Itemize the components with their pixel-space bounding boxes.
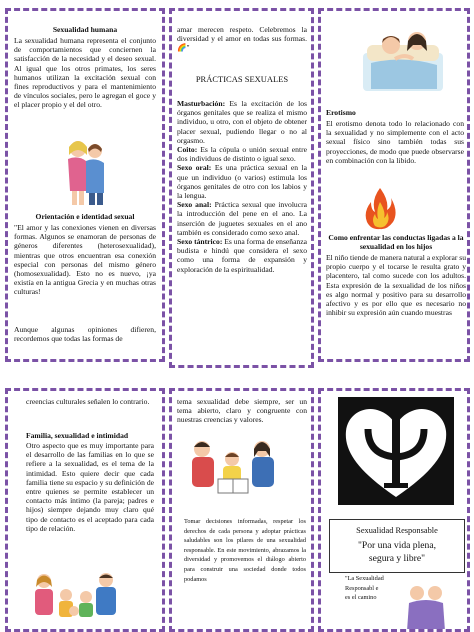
orientacion-closing-text: Aunque algunas opiniones difieren, recordemos que todas las formas de [14,325,156,344]
conductas-hijos-text: El niño tiende de manera natural a explorar su propio cuerpo y el tocarse le resulta grato y placentero, tal como sucede con los adultos. Esta expresión de la sexualidad de los niños es algo normal y positivo para su desarrollo afectivo y es por ello que es necesario no inhibir su expresión aún cuando muestras [326,253,467,318]
practica-sexo-anal: Sexo anal: Práctica sexual que involucra la introducción del pene en el ano. La inserción de juguetes sexuales en el ano también es considerado como sexo anal. [177,200,307,237]
panel-sexualidad-abierta [169,388,314,632]
section-title-sexualidad-humana: Sexualidad humana [52,25,118,34]
panel-familia-intimidad [5,388,165,632]
reading-family-illustration [182,435,284,501]
quote-text: "La Sexualidad Responsabl e es el camino [345,575,384,602]
orientacion-text: "El amor y las conexiones vienen en diversas formas. Algunos se enamoran de personas de géneros diferentes (heterosexualidad), mientras que otros encuentran esa conexión especial con personas del mismo género (homosexualidad). Esto no es nuevo, ¡ya existía en la antigua Grecia y en muchas otras culturas! [14,223,156,297]
practica-masturbacion: Masturbación: Es la excitación de los órganos genitales que se realiza el mismo individuo, u otro, con el objeto de obtener placer sexual, pudiendo llegar o no al orgasmo. [177,99,307,145]
slogan-line-1: "Por una vida plena, [358,540,436,551]
section-title-familia: Familia, sexualidad e intimidad [26,431,129,440]
couple-illustration [60,135,112,207]
section-title-orientacion: Orientación e identidad sexual [35,212,135,221]
panel-erotismo [318,8,470,362]
embrace-illustration [395,581,457,631]
sexualidad-humana-text: La sexualidad humana representa el conjunto de comportamientos que conciernen la satisfacción de la necesidad y el deseo sexual. Al igual que los otros primates, los seres humanos utilizan la excitación sexual con fines reproductivos y para el mantenimiento de vínculos sociales, pero le agregan el goce y el placer propio y el del otro. [14,36,156,110]
tema-abierto-text: tema sexualidad debe siempre, ser un tema abierto, claro y congruente con nuestras creencias y valores. [177,397,307,425]
practica-coito: Coito: Es la cópula o unión sexual entre dos individuos de distinto o igual sexo. [177,145,307,164]
familia-text: Otro aspecto que es muy importante para el desarrollo de las familias en lo que se refiere a la sexualidad, es el tema de la intimidad. Esto quiere decir que cada familia tiene su espacio y su definición de entre quienes se permite establecer un contacto más íntimo (la pareja; padres e hijos) siempre dejando muy claro qué tipo de contacto es el aceptado para cada tipo de relación. [26,441,154,533]
family-illustration [26,571,126,621]
slogan-line-2: segura y libre" [368,553,426,564]
practicas-list [177,99,307,274]
panel-portada [318,388,470,632]
brochure-title: Sexualidad Responsable [356,526,438,535]
practica-sexo-oral: Sexo oral: Es una práctica sexual en la que un individuo (o varios) estimula los órganos genitales de otro con los labios y la lengua. [177,163,307,201]
practicas-title: PRÁCTICAS SEXUALES [195,74,289,84]
panel-practicas-sexuales [169,8,314,368]
section-title-erotismo: Erotismo [326,108,356,117]
title-box [329,519,465,573]
creencias-text: creencias culturales señalen lo contrario. [26,397,150,406]
couple-bed-illustration [361,19,445,95]
practica-sexo-tantrico: Sexo tántrico: Es una forma de enseñanza budista e hindú que considera el sexo como una forma de expansión y exploración de la espiritualidad. [177,237,307,274]
heart-psi-logo [338,397,454,505]
erotismo-text: El erotismo denota todo lo relacionado con la sexualidad y no simplemente con el acto sexual físico sino también todas sus proyecciones, de modo que puede observarse en combinación con la libido. [326,119,464,165]
diversidad-text: amar merecen respeto. Celebremos la diversidad y el amor en todas sus formas. 🌈" [177,25,307,53]
decisiones-text: Tomar decisiones informadas, respetar los derechos de cada persona y adoptar prácticas saludables son los pilares de una sexualidad responsable. En este movimiento, abrazamos la diversidad y promovemos el diálogo abierto para construir una sociedad donde todos podamos [184,518,306,583]
flame-icon [363,186,397,230]
section-title-conductas-hijos: Como enfrentar las conductas ligadas a la sexualidad en los hijos [328,233,464,252]
panel-sexualidad-humana [5,8,165,362]
